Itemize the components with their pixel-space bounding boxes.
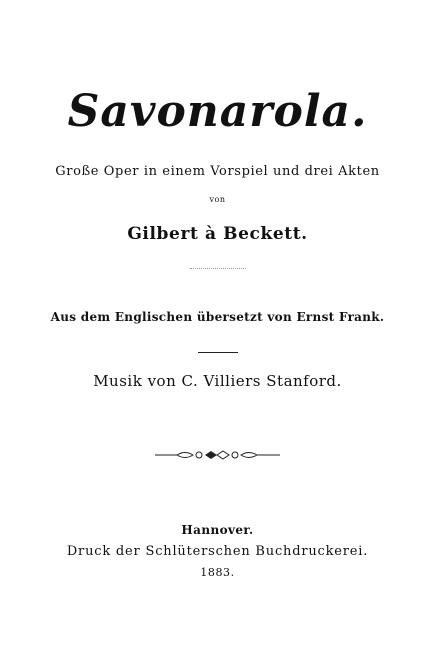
author-name: Gilbert à Beckett. <box>127 224 308 244</box>
by-label: von <box>209 195 226 204</box>
imprint-year: 1883. <box>200 566 235 579</box>
short-rule-divider <box>198 352 238 353</box>
ornamental-rule-icon <box>155 447 280 463</box>
work-subtitle: Große Oper in einem Vorspiel und drei Akten <box>55 164 380 179</box>
dotted-divider <box>190 268 246 271</box>
translation-credit: Aus dem Englischen übersetzt von Ernst Frank. <box>50 310 385 324</box>
music-credit: Musik von C. Villiers Stanford. <box>93 372 342 390</box>
imprint-city: Hannover. <box>181 523 254 537</box>
work-title: Savonarola. <box>67 86 368 137</box>
imprint-printer: Druck der Schlüterschen Buchdruckerei. <box>66 544 369 559</box>
